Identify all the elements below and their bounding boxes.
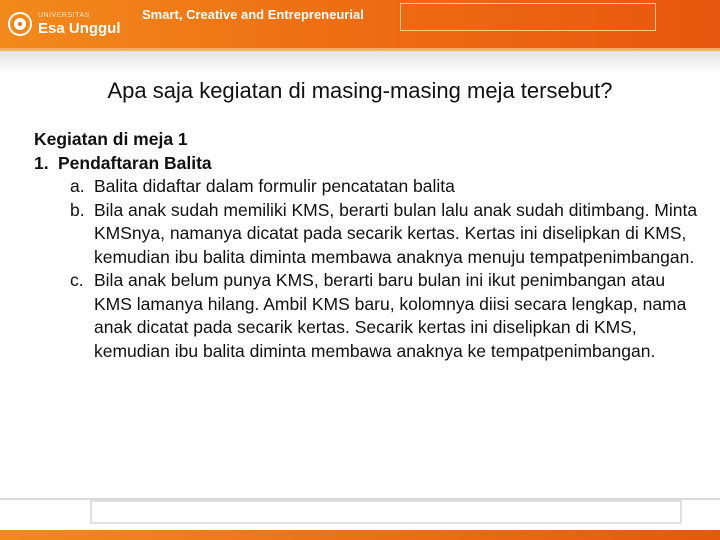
logo-emblem-icon [8, 12, 32, 36]
slide-body [34, 128, 704, 363]
sub-list-letter: b. [70, 199, 85, 220]
list-number: 1. [34, 152, 49, 173]
header-band [0, 0, 720, 48]
sub-list-item [70, 269, 704, 363]
sub-list-text: Bila anak belum punya KMS, berarti baru bulan ini ikut penimbangan atau KMS lamanya hilang. Ambil KMS baru, kolomnya diisi secara lengkap, nama anak dicatat pada secarik kertas. Secarik kertas ini diselipkan di KMS, kemudian ibu balita diminta membawa anaknya ke tempatpenimbangan. [94, 270, 687, 361]
list-item [34, 152, 704, 176]
sub-list-text: Bila anak sudah memiliki KMS, berarti bulan lalu anak sudah ditimbang. Minta KMSnya, namanya dicatat pada secarik kertas. Kertas ini diselipkan di KMS, kemudian ibu balita diminta membawa anaknya menuju tempatpenimbangan. [94, 199, 698, 267]
sub-list-item [70, 199, 704, 270]
footer-decor-box [90, 500, 682, 524]
header-decor-box [400, 3, 656, 31]
slide-title: Apa saja kegiatan di masing-masing meja tersebut? [107, 78, 613, 103]
list-item-text: Pendaftaran Balita [58, 152, 212, 173]
header-shadow [0, 51, 720, 73]
section-heading: Kegiatan di meja 1 [34, 129, 188, 149]
sub-list-text: Balita didaftar dalam formulir pencatatan balita [94, 176, 455, 196]
sub-list-item [70, 175, 704, 199]
tagline: Smart, Creative and Entrepreneurial [142, 7, 364, 22]
logo-text [38, 12, 121, 36]
sub-list-letter: c. [70, 270, 84, 290]
logo-name: Esa Unggul [38, 20, 121, 37]
logo [8, 6, 121, 42]
logo-university: UNIVERSITAS [38, 12, 90, 19]
sub-list-letter: a. [70, 176, 85, 196]
footer-band [0, 530, 720, 540]
